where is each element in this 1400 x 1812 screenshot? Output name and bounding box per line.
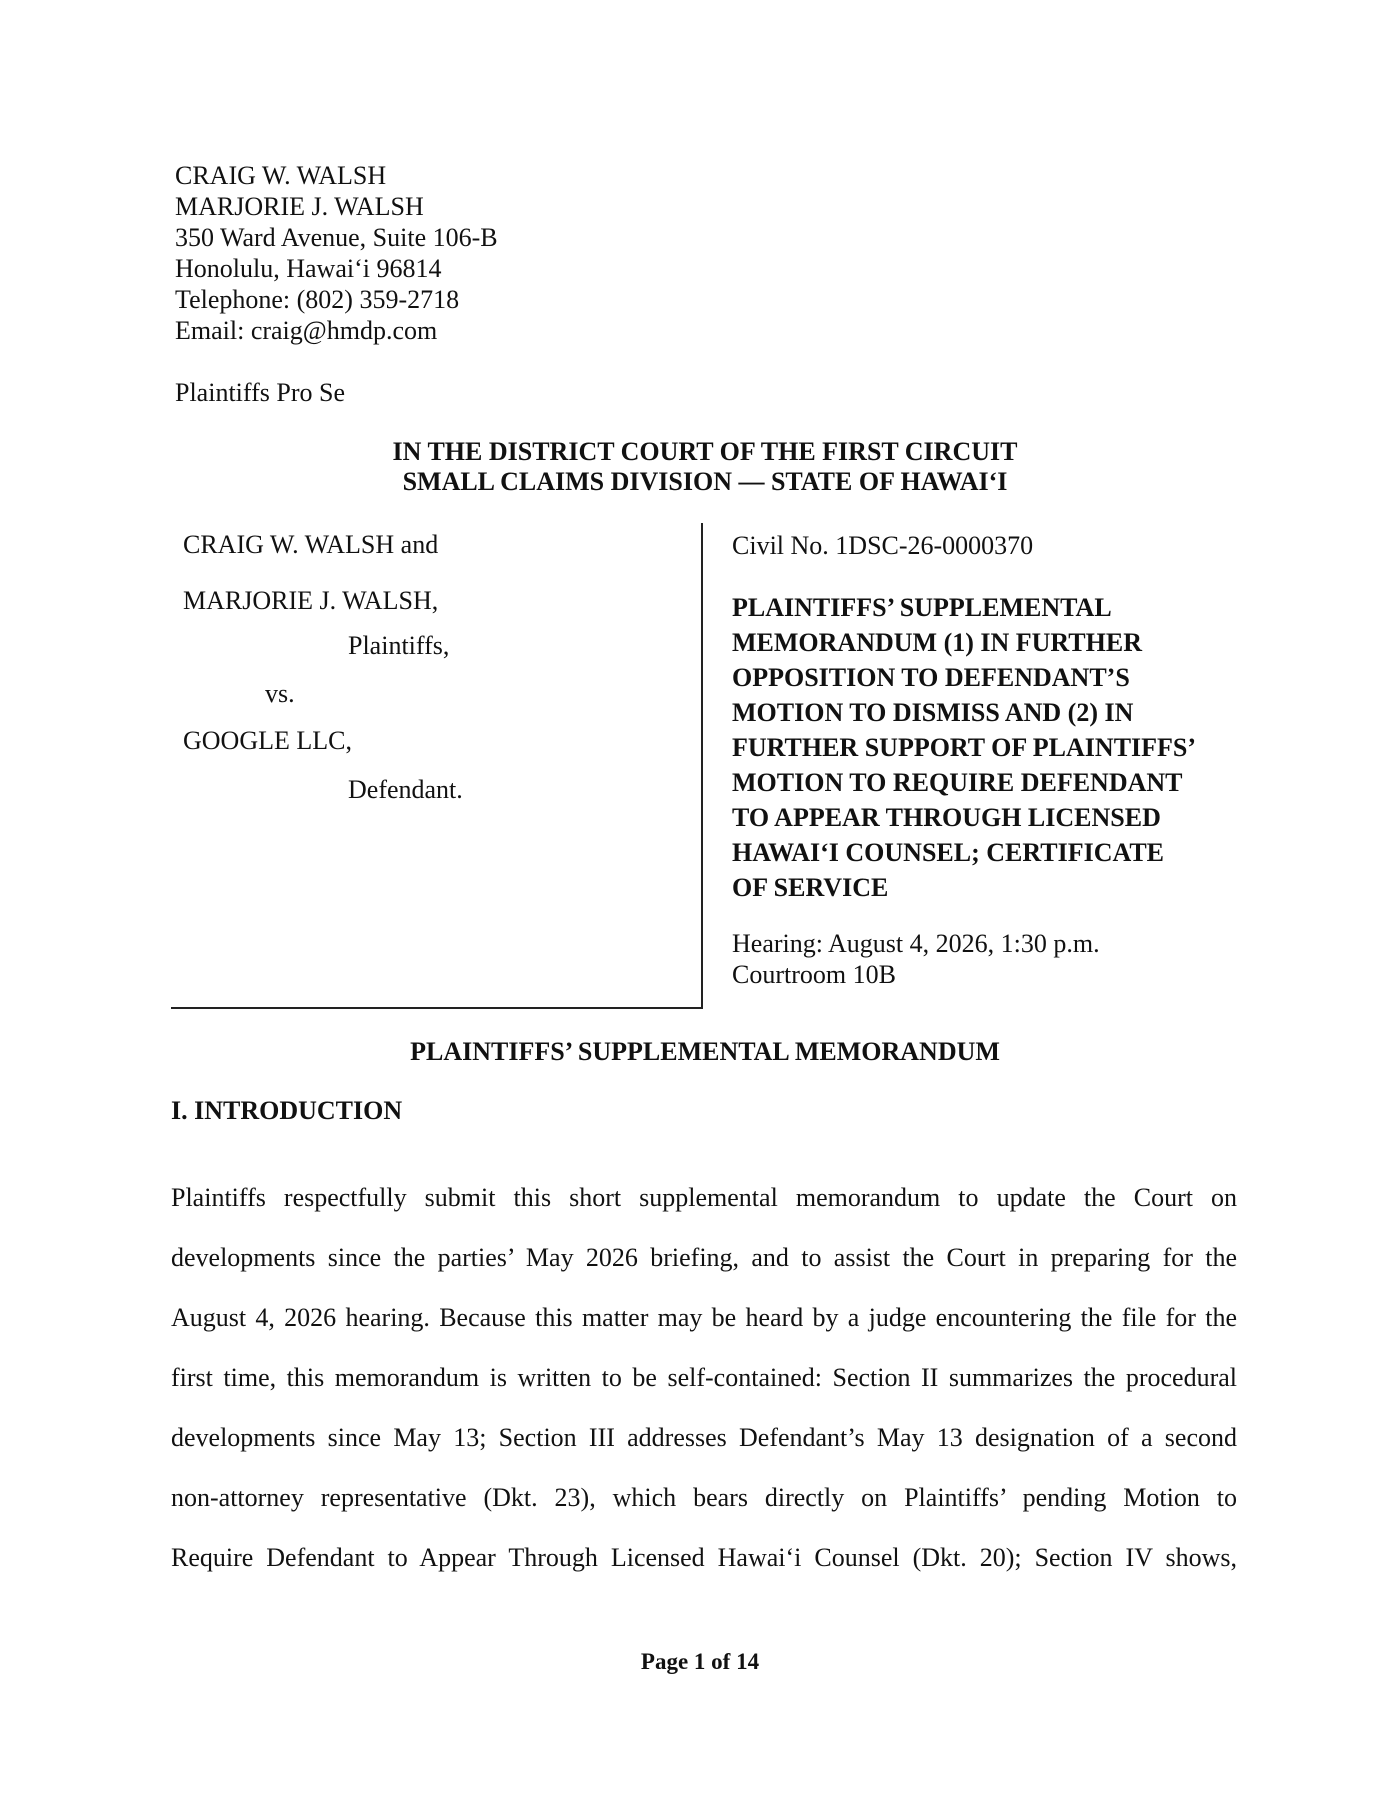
document-title	[732, 590, 1232, 905]
memorandum-title: PLAINTIFFS’ SUPPLEMENTAL MEMORANDUM	[410, 1037, 1000, 1066]
paragraph-line: non-attorney representative (Dkt. 23), which bears directly on Plaintiffs’ pending Motion to	[171, 1483, 1237, 1512]
document-title-line: MOTION TO DISMISS AND (2) IN	[732, 698, 1134, 727]
paragraph-line: Plaintiffs respectfully submit this short supplemental memorandum to update the Court on	[171, 1183, 1237, 1212]
defendant-name: GOOGLE LLC,	[183, 726, 352, 755]
plaintiff-line-2: MARJORIE J. WALSH,	[183, 586, 439, 615]
address-line: 350 Ward Avenue, Suite 106-B	[175, 223, 498, 252]
court-title	[175, 437, 1235, 497]
versus-label: vs.	[265, 679, 295, 708]
courtroom: Courtroom 10B	[732, 960, 896, 989]
civil-number: Civil No. 1DSC-26-0000370	[732, 531, 1034, 560]
attorney-name-1: CRAIG W. WALSH	[175, 161, 387, 190]
paragraph-line: developments since the parties’ May 2026 briefing, and to assist the Court in preparing for the	[171, 1243, 1237, 1272]
caption-horizontal-rule	[171, 1007, 703, 1009]
hearing-date: Hearing: August 4, 2026, 1:30 p.m.	[732, 929, 1100, 958]
paragraph-line: developments since May 13; Section III addresses Defendant’s May 13 designation of a second	[171, 1423, 1237, 1452]
telephone-line: Telephone: (802) 359-2718	[175, 285, 460, 314]
document-title-line: TO APPEAR THROUGH LICENSED	[732, 803, 1161, 832]
attorney-name-2: MARJORIE J. WALSH	[175, 192, 424, 221]
section-heading: I. INTRODUCTION	[171, 1096, 403, 1125]
introduction-paragraph	[171, 1168, 1237, 1588]
defendant-label: Defendant.	[348, 775, 463, 804]
hearing-info	[732, 928, 1232, 990]
document-title-line: MEMORANDUM (1) IN FURTHER	[732, 628, 1142, 657]
plaintiffs-label: Plaintiffs,	[348, 631, 450, 660]
page-number: Page 1 of 14	[640, 1649, 760, 1674]
city-line: Honolulu, Hawai‘i 96814	[175, 254, 442, 283]
attorney-block	[175, 160, 498, 346]
plaintiff-line-1: CRAIG W. WALSH and	[183, 530, 439, 559]
paragraph-line: Require Defendant to Appear Through Licensed Hawai‘i Counsel (Dkt. 20); Section IV shows,	[171, 1543, 1237, 1572]
document-title-line: OF SERVICE	[732, 873, 889, 902]
court-title-line-1: IN THE DISTRICT COURT OF THE FIRST CIRCUIT	[392, 437, 1018, 466]
party-role: Plaintiffs Pro Se	[175, 378, 345, 407]
paragraph-line: August 4, 2026 hearing. Because this matter may be heard by a judge encountering the file for the	[171, 1303, 1237, 1332]
document-title-line: PLAINTIFFS’ SUPPLEMENTAL	[732, 593, 1112, 622]
document-title-line: HAWAI‘I COUNSEL; CERTIFICATE	[732, 838, 1165, 867]
court-title-line-2: SMALL CLAIMS DIVISION — STATE OF HAWAI‘I	[402, 467, 1008, 496]
document-title-line: MOTION TO REQUIRE DEFENDANT	[732, 768, 1183, 797]
document-title-line: FURTHER SUPPORT OF PLAINTIFFS’	[732, 733, 1197, 762]
email-line: Email: craig@hmdp.com	[175, 316, 438, 345]
paragraph-line: first time, this memorandum is written to be self-contained: Section II summarizes the procedural	[171, 1363, 1237, 1392]
caption-vertical-rule	[701, 523, 703, 1009]
document-title-line: OPPOSITION TO DEFENDANT’S	[732, 663, 1130, 692]
case-caption-details	[732, 530, 1232, 990]
